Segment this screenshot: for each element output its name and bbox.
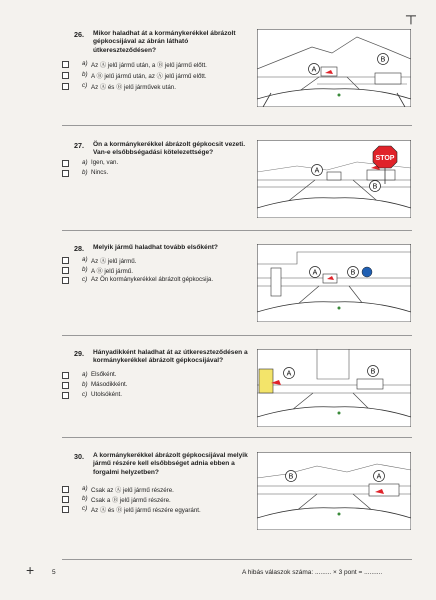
question-text: Ön a kormánykerékkel ábrázolt gépkocsit vezeti. Van-e elsőbbségadási kötelezettsége?	[93, 141, 246, 157]
separator-line	[62, 335, 412, 336]
registration-mark-bottom: +	[26, 562, 35, 578]
traffic-illustration-28	[257, 244, 411, 322]
vehicle-marker-b: B	[288, 473, 294, 481]
answer-option-b[interactable]: b) A Ⓑ jelű jármű.	[0, 266, 260, 275]
answer-checkbox[interactable]	[62, 372, 69, 379]
question-number: 28.	[74, 244, 84, 253]
answer-option-c[interactable]: c) Az Ⓐ és Ⓑ jelű jármű részére egyaránt.	[0, 505, 260, 514]
question-number: 29.	[74, 349, 84, 358]
answer-option-b[interactable]: b) Csak a Ⓑ jelű jármű részére.	[0, 495, 260, 504]
score-line: A hibás válaszok száma: ......... × 3 pont = ..........	[242, 569, 383, 576]
vehicle-marker-b: B	[380, 56, 386, 64]
separator-line	[62, 125, 412, 126]
question-text: Hányadikként haladhat át az útkereszteződésen a kormánykerékkel ábrázolt gépkocsijával?	[93, 349, 248, 365]
separator-line	[62, 559, 412, 560]
page-number: 5	[52, 569, 56, 576]
vehicle-marker-b: B	[372, 183, 378, 191]
traffic-illustration-26	[257, 29, 411, 107]
answer-checkbox[interactable]	[62, 257, 69, 264]
question-text: A kormánykerékkel ábrázolt gépkocsijával melyik jármű részére kell elsőbbséget adnia ebben a forgalmi helyzetben?	[93, 452, 248, 476]
vehicle-marker-b: B	[350, 269, 356, 277]
answer-checkbox[interactable]	[62, 486, 69, 493]
stop-sign: STOP	[375, 155, 395, 162]
answer-checkbox[interactable]	[62, 160, 69, 167]
answer-option-c[interactable]: c) Az Ⓐ és Ⓑ jelű járművek után.	[0, 82, 260, 91]
answer-option-b[interactable]: b) A Ⓑ jelű jármű után, az Ⓐ jelű jármű előtt.	[0, 71, 260, 80]
registration-mark-top: ┬	[406, 7, 416, 23]
vehicle-marker-a: A	[314, 167, 320, 175]
answer-checkbox[interactable]	[62, 496, 69, 503]
traffic-illustration-30	[257, 452, 411, 530]
answer-checkbox[interactable]	[62, 382, 69, 389]
answer-option-a[interactable]: a) Elsőként.	[0, 371, 260, 380]
question-text: Mikor haladhat át a kormánykerékkel ábrázolt gépkocsijával az ábrán látható útkereszteződésen?	[93, 30, 236, 54]
answer-option-c[interactable]: c) Az Ön kormánykerékkel ábrázolt gépkocsija.	[0, 276, 260, 285]
answer-option-c[interactable]: c) Utolsóként.	[0, 391, 260, 400]
vehicle-marker-b: B	[370, 368, 376, 376]
traffic-illustration-27	[257, 140, 411, 218]
answer-checkbox[interactable]	[62, 83, 69, 90]
question-number: 27.	[74, 141, 84, 150]
answer-option-b[interactable]: b) Nincs.	[0, 169, 260, 178]
answer-checkbox[interactable]	[62, 277, 69, 284]
vehicle-marker-a: A	[311, 66, 317, 74]
question-number: 30.	[74, 452, 84, 461]
question-number: 26.	[74, 30, 84, 39]
answer-option-a[interactable]: a) Az Ⓐ jelű jármű után, a Ⓑ jelű jármű előtt.	[0, 60, 260, 69]
answer-checkbox[interactable]	[62, 72, 69, 79]
question-text: Melyik jármű haladhat tovább elsőként?	[93, 244, 218, 251]
answer-checkbox[interactable]	[62, 170, 69, 177]
answer-checkbox[interactable]	[62, 392, 69, 399]
vehicle-marker-a: A	[286, 370, 292, 378]
vehicle-marker-a: A	[376, 473, 382, 481]
answer-option-b[interactable]: b) Másodikként.	[0, 381, 260, 390]
answer-checkbox[interactable]	[62, 267, 69, 274]
answer-option-a[interactable]: a) Igen, van.	[0, 159, 260, 168]
answer-checkbox[interactable]	[62, 506, 69, 513]
answer-option-a[interactable]: a) Csak az Ⓐ jelű jármű részére.	[0, 485, 260, 494]
separator-line	[62, 437, 412, 438]
answer-option-a[interactable]: a) Az Ⓐ jelű jármű.	[0, 256, 260, 265]
vehicle-marker-a: A	[312, 269, 318, 277]
traffic-illustration-29	[257, 349, 411, 427]
answer-checkbox[interactable]	[62, 61, 69, 68]
separator-line	[62, 230, 412, 231]
